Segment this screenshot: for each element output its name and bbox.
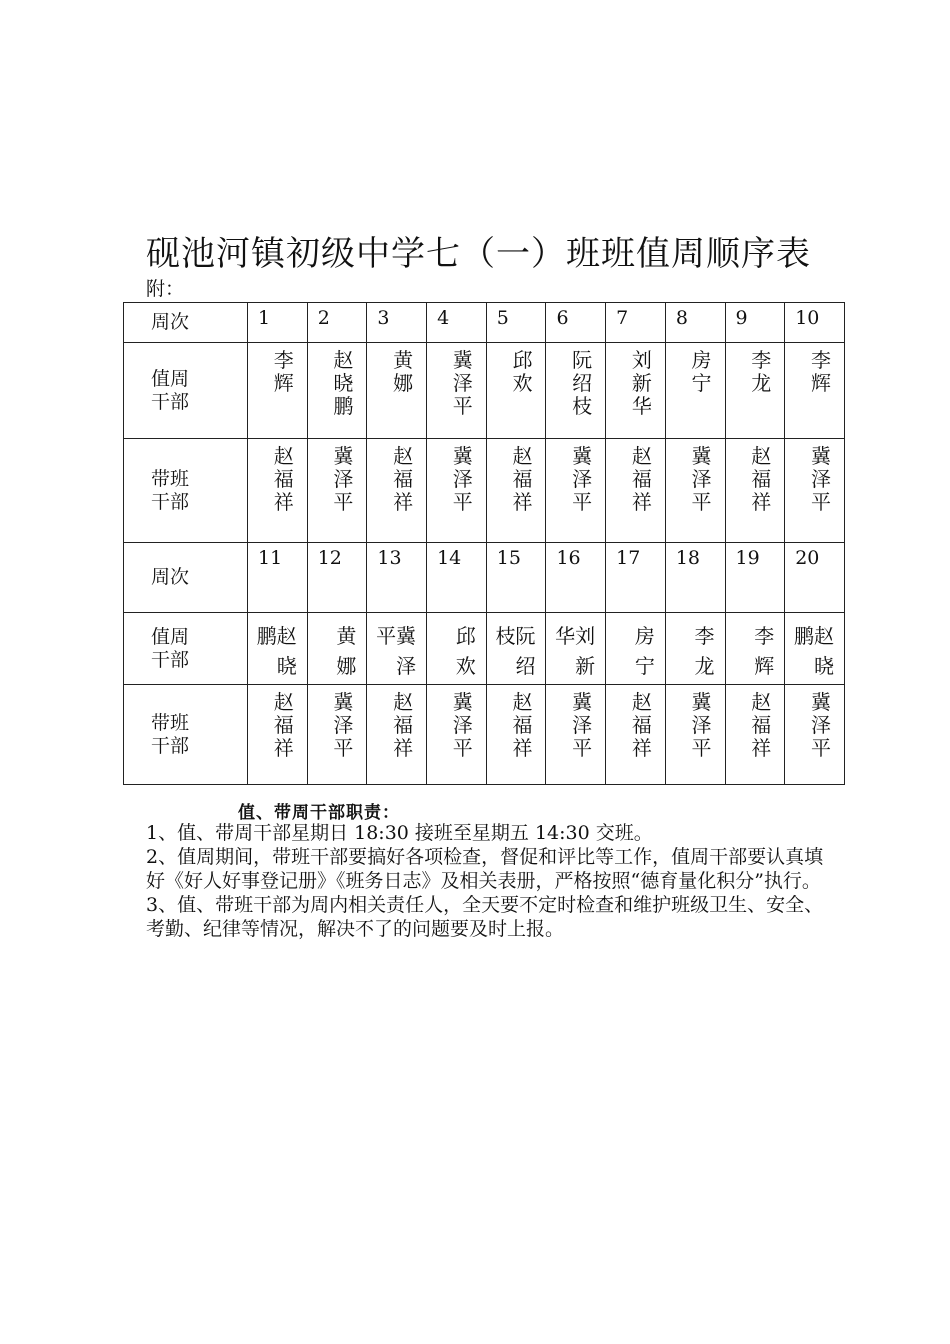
lead-officer-label: 带班 干部	[124, 439, 248, 543]
week-number: 15	[486, 543, 546, 613]
duty-officer-cell	[427, 613, 487, 685]
week-label: 周次	[124, 543, 248, 613]
lead-officer-cell	[665, 439, 725, 543]
duty-officer-name: 房宁	[691, 348, 712, 395]
block1-lead-row	[124, 439, 845, 543]
duty-officer-name: 鹏赵 晓	[256, 624, 297, 678]
week-number: 16	[546, 543, 606, 613]
lead-officer-cell	[248, 685, 308, 785]
duty-officer-name: 黄 娜	[336, 624, 357, 678]
duty-officer-name: 赵晓鹏	[333, 348, 354, 418]
lead-officer-cell	[725, 439, 785, 543]
lead-officer-name: 赵福祥	[512, 444, 533, 514]
lead-officer-cell	[546, 439, 606, 543]
lead-officer-label: 带班 干部	[124, 685, 248, 785]
duty-officer-name: 李辉	[273, 348, 294, 395]
block1-duty-row	[124, 343, 845, 439]
week-number: 6	[546, 303, 606, 343]
duty-item-3: 3、值、带班干部为周内相关责任人，全天要不定时检查和维护班级卫生、安全、考勤、纪律等情况，解决不了的问题要及时上报。	[146, 894, 824, 940]
block1-week-row	[124, 303, 845, 343]
lead-officer-cell	[248, 439, 308, 543]
week-number: 10	[785, 303, 845, 343]
week-number: 9	[725, 303, 785, 343]
duty-officer-name: 华刘 新	[555, 624, 596, 678]
lead-officer-name: 赵福祥	[631, 690, 652, 760]
duty-officer-cell	[606, 343, 666, 439]
duty-officer-cell	[307, 343, 367, 439]
lead-officer-name: 冀泽平	[333, 444, 354, 514]
duty-officer-cell	[307, 613, 367, 685]
duty-officer-name: 邱欢	[512, 348, 533, 395]
duty-officer-cell	[248, 343, 308, 439]
duty-officer-cell	[785, 613, 845, 685]
lead-officer-cell	[606, 685, 666, 785]
lead-officer-cell	[785, 685, 845, 785]
lead-officer-name: 冀泽平	[572, 444, 593, 514]
week-number: 19	[725, 543, 785, 613]
lead-officer-name: 冀泽平	[811, 690, 831, 760]
duties-list	[146, 821, 826, 941]
week-number: 14	[427, 543, 487, 613]
duty-officer-name: 邱 欢	[455, 624, 476, 678]
lead-officer-cell	[307, 685, 367, 785]
duty-officer-cell	[665, 613, 725, 685]
week-number: 7	[606, 303, 666, 343]
duty-officer-name: 李 辉	[754, 624, 775, 678]
lead-officer-name: 赵福祥	[393, 690, 414, 760]
duty-officer-name: 刘新华	[631, 348, 652, 418]
duty-officer-name: 鹏赵 晓	[794, 624, 834, 678]
duty-officer-cell	[486, 613, 546, 685]
lead-officer-name: 赵福祥	[273, 690, 294, 760]
week-number: 3	[367, 303, 427, 343]
block2-duty-row	[124, 613, 845, 685]
attach-label: 附：	[146, 278, 185, 300]
lead-officer-cell	[725, 685, 785, 785]
duty-officer-name: 房 宁	[634, 624, 655, 678]
lead-officer-cell	[546, 685, 606, 785]
lead-officer-cell	[785, 439, 845, 543]
lead-officer-cell	[367, 439, 427, 543]
lead-officer-cell	[427, 685, 487, 785]
duty-officer-cell	[367, 613, 427, 685]
lead-officer-name: 冀泽平	[691, 690, 712, 760]
duty-officer-cell	[546, 343, 606, 439]
lead-officer-name: 赵福祥	[393, 444, 414, 514]
duty-item-2: 2、值周期间，带班干部要搞好各项检查，督促和评比等工作，值周干部要认真填好《好人好事登记册》《班务日志》及相关表册，严格按照“德育量化积分”执行。	[146, 846, 824, 892]
week-number: 4	[427, 303, 487, 343]
lead-officer-name: 冀泽平	[811, 444, 831, 514]
duty-officer-label: 值周 干部	[124, 613, 248, 685]
lead-officer-cell	[427, 439, 487, 543]
duty-officer-name: 枝阮 绍	[495, 624, 536, 678]
block2-lead-row	[124, 685, 845, 785]
duty-officer-name: 李龙	[751, 348, 772, 395]
block2-week-row	[124, 543, 845, 613]
duty-officer-cell	[725, 613, 785, 685]
duty-officer-cell	[367, 343, 427, 439]
week-number: 17	[606, 543, 666, 613]
week-number: 5	[486, 303, 546, 343]
week-number: 13	[367, 543, 427, 613]
week-number: 12	[307, 543, 367, 613]
duty-officer-cell	[606, 613, 666, 685]
lead-officer-cell	[486, 685, 546, 785]
duty-officer-label: 值周 干部	[124, 343, 248, 439]
lead-officer-name: 冀泽平	[333, 690, 354, 760]
duty-officer-name: 阮绍枝	[572, 348, 593, 418]
lead-officer-name: 冀泽平	[452, 690, 473, 760]
duty-officer-cell	[725, 343, 785, 439]
week-number: 18	[665, 543, 725, 613]
lead-officer-name: 赵福祥	[512, 690, 533, 760]
duty-officer-cell	[665, 343, 725, 439]
lead-officer-name: 冀泽平	[572, 690, 593, 760]
lead-officer-name: 赵福祥	[751, 444, 772, 514]
duty-officer-name: 平冀 泽	[376, 624, 417, 678]
lead-officer-name: 冀泽平	[452, 444, 473, 514]
lead-officer-name: 赵福祥	[631, 444, 652, 514]
week-label: 周次	[124, 303, 248, 343]
week-number: 8	[665, 303, 725, 343]
duties-heading: 值、带周干部职责：	[238, 803, 400, 823]
lead-officer-cell	[486, 439, 546, 543]
duty-item-1: 1、值、带周干部星期日 18:30 接班至星期五 14:30 交班。	[146, 822, 653, 844]
lead-officer-cell	[367, 685, 427, 785]
week-number: 1	[248, 303, 308, 343]
duty-officer-name: 黄娜	[393, 348, 414, 395]
lead-officer-name: 赵福祥	[751, 690, 772, 760]
lead-officer-cell	[606, 439, 666, 543]
duty-officer-cell	[785, 343, 845, 439]
duty-schedule-table	[123, 302, 845, 785]
page-title: 砚池河镇初级中学七（一）班班值周顺序表	[146, 234, 811, 274]
week-number: 2	[307, 303, 367, 343]
lead-officer-cell	[665, 685, 725, 785]
duty-officer-cell	[546, 613, 606, 685]
week-number: 11	[248, 543, 308, 613]
duty-officer-name: 李辉	[811, 348, 831, 395]
lead-officer-name: 赵福祥	[273, 444, 294, 514]
duty-officer-cell	[486, 343, 546, 439]
duty-officer-name: 李 龙	[694, 624, 715, 678]
duty-officer-name: 冀泽平	[452, 348, 473, 418]
duty-officer-cell	[248, 613, 308, 685]
lead-officer-cell	[307, 439, 367, 543]
duty-officer-cell	[427, 343, 487, 439]
week-number: 20	[785, 543, 845, 613]
lead-officer-name: 冀泽平	[691, 444, 712, 514]
